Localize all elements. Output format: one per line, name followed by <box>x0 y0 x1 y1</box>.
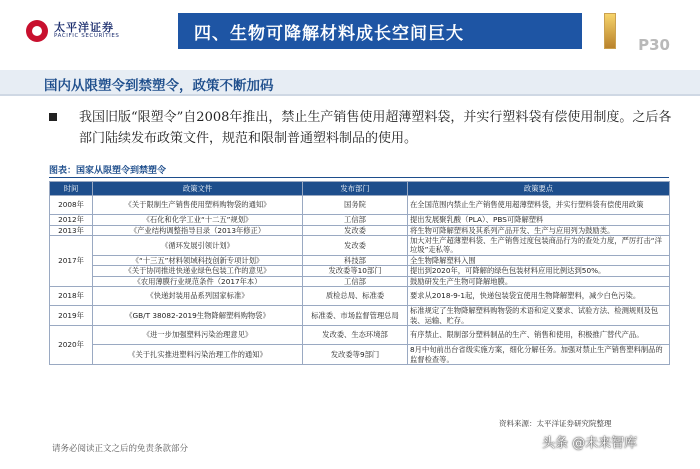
section-title-bar <box>178 13 582 49</box>
header-time: 时间 <box>50 182 93 196</box>
header-document: 政策文件 <box>93 182 303 196</box>
key-point-cell: 有序禁止、限制部分塑料制品的生产、销售和使用，积极推广替代产品。 <box>408 326 670 345</box>
watermark: 头条 @未来智库 <box>542 436 638 451</box>
company-logo <box>0 20 172 42</box>
year-cell: 2020年 <box>50 326 93 365</box>
key-point-cell: 全生物降解塑料入围 <box>408 255 670 265</box>
document-cell: 《石化和化学工业“十二五”规划》 <box>93 215 303 225</box>
document-cell: 《“十三五”材料领域科技创新专项计划》 <box>93 255 303 265</box>
bullet-paragraph <box>49 107 673 149</box>
key-point-cell: 提出到2020年，可降解的绿色包装材料应用比例达到50%。 <box>408 266 670 276</box>
table-row <box>50 225 670 235</box>
department-cell: 发改委 <box>303 225 408 235</box>
decorative-tile <box>604 13 616 49</box>
figure-divider <box>49 177 669 178</box>
table-row <box>50 306 670 326</box>
key-point-cell: 加大对生产超薄塑料袋、生产销售过度包装商品行为的查处力度，严厉打击“洋垃圾”走私等。 <box>408 236 670 256</box>
key-point-cell: 提出发展聚乳酸（PLA）、PBS可降解塑料 <box>408 215 670 225</box>
table-header-row <box>50 182 670 196</box>
department-cell: 科技部 <box>303 255 408 265</box>
key-point-cell: 8月中旬前出台省级实施方案，细化分解任务。加强对禁止生产销售塑料制品的监督检查等。 <box>408 345 670 365</box>
document-cell: 《产业结构调整指导目录（2013年修正） <box>93 225 303 235</box>
policy-table <box>49 181 670 365</box>
department-cell: 国务院 <box>303 196 408 215</box>
subtitle-bar <box>0 70 700 96</box>
page-number: P30 <box>638 36 670 54</box>
table-row <box>50 326 670 345</box>
table-row <box>50 345 670 365</box>
year-cell: 2019年 <box>50 306 93 326</box>
department-cell: 发改委 <box>303 236 408 256</box>
header-department: 发布部门 <box>303 182 408 196</box>
department-cell: 发改委等10部门 <box>303 266 408 276</box>
header-key-points: 政策要点 <box>408 182 670 196</box>
year-cell: 2013年 <box>50 225 93 235</box>
document-cell: 《进一步加强塑料污染治理意见》 <box>93 326 303 345</box>
logo-name-cn: 太平洋证券 <box>54 21 114 35</box>
logo-name-en: PACIFIC SECURITIES <box>54 32 120 39</box>
slide-header <box>0 0 700 62</box>
department-cell: 发改委等9部门 <box>303 345 408 365</box>
year-cell: 2008年 <box>50 196 93 215</box>
document-cell: 《关于协同推进快递业绿色包装工作的意见》 <box>93 266 303 276</box>
department-cell: 质检总局、标准委 <box>303 287 408 306</box>
department-cell: 工信部 <box>303 215 408 225</box>
logo-mark-icon <box>26 20 48 42</box>
bullet-text: 我国旧版“限塑令”自2008年推出，禁止生产销售使用超薄塑料袋，并实行塑料袋有偿使用制度。之后各部门陆续发布政策文件，规范和限制普通塑料制品的使用。 <box>79 110 672 146</box>
table-row <box>50 287 670 306</box>
key-point-cell: 标准规定了生物降解塑料购物袋的术语和定义要求、试验方法、检测规则及包装、运输、贮存。 <box>408 306 670 326</box>
table-row <box>50 276 670 286</box>
table-row <box>50 255 670 265</box>
section-title: 四、生物可降解材料成长空间巨大 <box>194 23 464 44</box>
document-cell: 《循环发展引领计划》 <box>93 236 303 256</box>
department-cell: 工信部 <box>303 276 408 286</box>
document-cell: 《GB/T 38082-2019生物降解塑料购物袋》 <box>93 306 303 326</box>
figure-label: 图表：国家从限塑令到禁塑令 <box>49 166 167 176</box>
department-cell: 标准委、市场监督管理总局 <box>303 306 408 326</box>
year-cell: 2017年 <box>50 236 93 287</box>
document-cell: 《农用薄膜行业规范条件（2017年本） <box>93 276 303 286</box>
table-row <box>50 196 670 215</box>
document-cell: 《关于限制生产销售使用塑料购物袋的通知》 <box>93 196 303 215</box>
bullet-square-icon <box>49 113 57 121</box>
document-cell: 《关于扎实推进塑料污染治理工作的通知》 <box>93 345 303 365</box>
key-point-cell: 在全国范围内禁止生产销售使用超薄塑料袋，并实行塑料袋有偿使用政策 <box>408 196 670 215</box>
disclaimer-footer: 请务必阅读正文之后的免责条款部分 <box>52 444 189 454</box>
key-point-cell: 将生物可降解塑料及其系列产品开发、生产与应用列为鼓励类。 <box>408 225 670 235</box>
key-point-cell: 鼓励研发生产生物可降解地膜。 <box>408 276 670 286</box>
document-cell: 《快递封装用品系列国家标准》 <box>93 287 303 306</box>
year-cell: 2018年 <box>50 287 93 306</box>
department-cell: 发改委、生态环境部 <box>303 326 408 345</box>
source-note: 资料来源：太平洋证券研究院整理 <box>499 419 612 428</box>
table-row <box>50 215 670 225</box>
subtitle: 国内从限塑令到禁塑令，政策不断加码 <box>44 78 274 94</box>
table-row <box>50 236 670 256</box>
year-cell: 2012年 <box>50 215 93 225</box>
table-row <box>50 266 670 276</box>
key-point-cell: 要求从2018-9-1起，快递包装袋宜使用生物降解塑料，减少白色污染。 <box>408 287 670 306</box>
